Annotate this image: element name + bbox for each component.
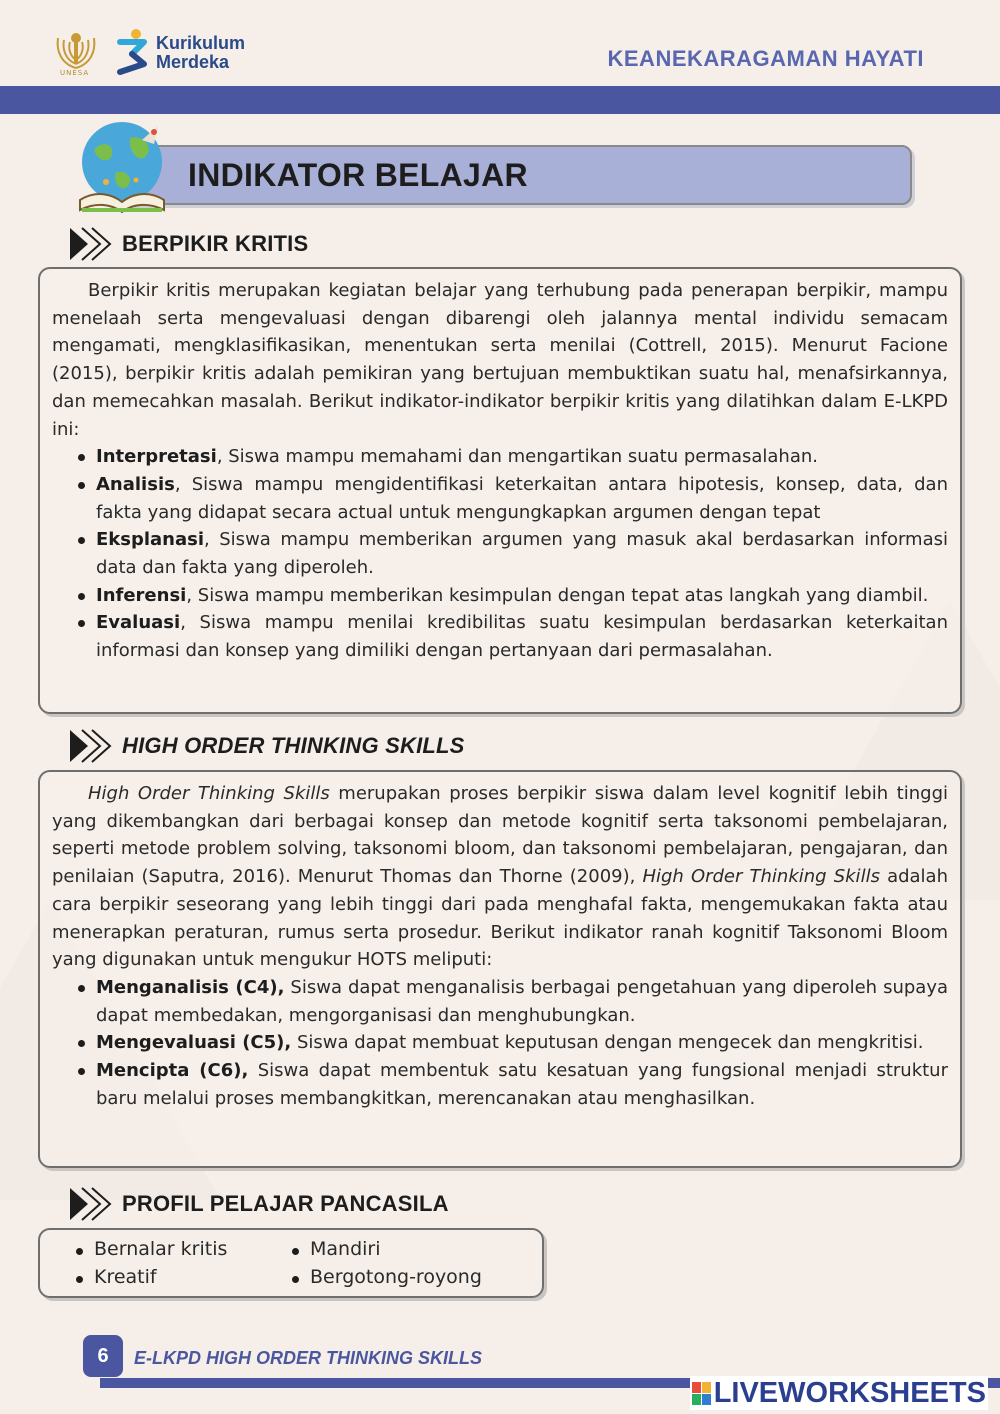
list-item: Eksplanasi, Siswa mampu memberikan argumen yang masuk akal berdasarkan informasi data dan fakta yang diperoleh.	[74, 526, 948, 581]
list-item: Mandiri	[290, 1236, 482, 1264]
liveworksheets-watermark: LIVEWORKSHEETS	[690, 1376, 988, 1410]
globe-book-icon	[72, 120, 172, 216]
list-item: Interpretasi, Siswa mampu memahami dan mengartikan suatu permasalahan.	[74, 443, 948, 471]
hots-list	[74, 974, 948, 1113]
list-item: Inferensi, Siswa mampu memberikan kesimpulan dengan tepat atas langkah yang diambil.	[74, 582, 948, 610]
profile-list-col1	[74, 1236, 227, 1291]
list-item: Bernalar kritis	[74, 1236, 227, 1264]
liveworksheets-logo-icon	[692, 1382, 711, 1405]
critical-thinking-list	[74, 443, 948, 665]
double-arrow-icon	[68, 1186, 112, 1222]
list-item: Analisis, Siswa mampu mengidentifikasi keterkaitan antara hipotesis, konsep, data, dan fakta yang didapat secara actual untuk mengungkapkan argumen dengan tepat	[74, 471, 948, 526]
section-heading-hots: HIGH ORDER THINKING SKILLS	[68, 726, 465, 766]
section-heading-profile: PROFIL PELAJAR PANCASILA	[68, 1184, 449, 1224]
kurikulum-merdeka-text: Kurikulum Merdeka	[156, 33, 246, 72]
kurikulum-merdeka-logo-icon	[114, 28, 154, 76]
page-number: 6	[83, 1335, 123, 1377]
unesa-logo-text: UNESA	[60, 69, 90, 77]
page-header	[0, 0, 1000, 86]
footer-title: E-LKPD HIGH ORDER THINKING SKILLS	[134, 1348, 483, 1368]
list-item: Evaluasi, Siswa mampu menilai kredibilitas suatu kesimpulan berdasarkan keterkaitan informasi dan konsep yang dimiliki dengan pertanyaan dari permasalahan.	[74, 609, 948, 664]
page-title: INDIKATOR BELAJAR	[188, 157, 528, 193]
double-arrow-icon	[68, 226, 112, 262]
document-title: KEANEKARAGAMAN HAYATI	[607, 46, 924, 71]
double-arrow-icon	[68, 728, 112, 764]
title-banner	[100, 145, 912, 205]
profile-list-col2	[290, 1236, 482, 1291]
section-heading-critical: BERPIKIR KRITIS	[68, 224, 308, 264]
profile-box	[38, 1228, 544, 1298]
critical-thinking-box	[38, 267, 962, 714]
list-item: Kreatif	[74, 1264, 227, 1292]
critical-thinking-intro: Berpikir kritis merupakan kegiatan belajar yang terhubung pada penerapan berpikir, mampu menelaah serta mengevaluasi dengan dibarengi oleh jalannya mental individu semacam mengamati, mengklasifikasikan, menentukan serta menilai (Cottrell, 2015). Menurut Facione (2015), berpikir kritis adalah pemikiran yang bertujuan membuktikan suatu hal, menafsirkannya, dan memecahkan masalah. Berikut indikator-indikator berpikir kritis yang dilatihkan dalam E-LKPD ini:	[52, 280, 948, 440]
header-band	[0, 86, 1000, 114]
list-item: Mencipta (C6), Siswa dapat membentuk satu kesatuan yang fungsional menjadi struktur baru melalui proses membangkitkan, merencanakan atau menghasilkan.	[74, 1057, 948, 1112]
hots-box	[38, 770, 962, 1168]
list-item: Menganalisis (C4), Siswa dapat menganalisis berbagai pengetahuan yang diperoleh supaya dapat membedakan, mengorganisasi dan menghubungkan.	[74, 974, 948, 1029]
hots-intro: High Order Thinking Skills merupakan proses berpikir siswa dalam level kognitif lebih tinggi yang dikembangkan dari berbagai konsep dan metode kognitif serta taksonomi pembelajaran, seperti metode problem solving, taksonomi bloom, dan taksonomi pembelajaran, pengajaran, dan penilaian (Saputra, 2016). Menurut Thomas dan Thorne (2009), High Order Thinking Skills adalah cara berpikir seseorang yang lebih tinggi dari pada menghafal fakta, mengemukakan fakta atau menerapkan peraturan, rumus serta prosedur. Berikut indikator ranah kognitif Taksonomi Bloom yang digunakan untuk mengukur HOTS meliputi:	[52, 783, 948, 971]
list-item: Mengevaluasi (C5), Siswa dapat membuat keputusan dengan mengecek dan mengkritisi.	[74, 1029, 948, 1057]
list-item: Bergotong-royong	[290, 1264, 482, 1292]
